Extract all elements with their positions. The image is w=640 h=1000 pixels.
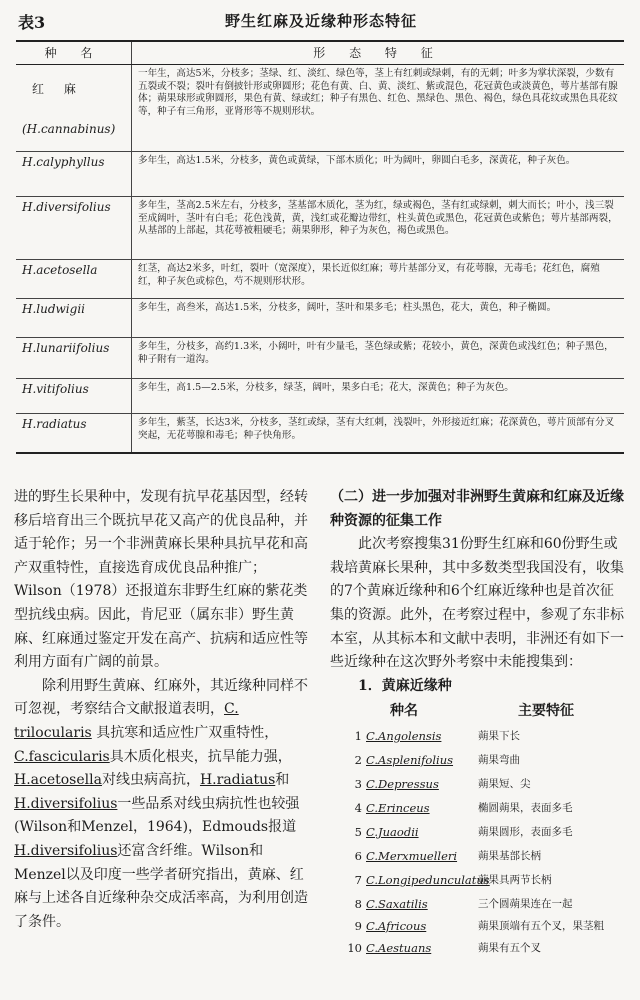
features-cell: 多年生，分枝多，高约1.3米，小阔叶，叶有少量毛，茎色绿或紫；花较小，黄色，深黄色或浅红色；种子黑色，种子附有一道沟。 — [138, 341, 614, 365]
item-species: C.Asplenifolius — [366, 752, 454, 767]
list-item — [330, 772, 626, 796]
text-run: 一些品系对线虫病抗性也较强(Wilson和Menzel，1964)，Edmouds报道 — [14, 795, 300, 836]
text-run: 和 — [275, 772, 290, 789]
features-cell: 多年生，高1.5—2.5米，分枝多，绿茎，阔叶，果多白毛；花大，深黄色；种子为灰色。 — [138, 382, 514, 393]
text-run: 具抗寒和适应性广双重特性， — [91, 724, 279, 741]
species-latin-name: H.diversifolius — [16, 197, 132, 259]
species-list — [330, 724, 626, 960]
text-run: 还富含纤维。Wilson和Menzel以及印度一些学者研究指出，黄麻、红麻与上述各自近缘种杂交成活率高，为利用创造了条件。 — [14, 842, 308, 930]
item-feature: 蒴果短、尖 — [478, 777, 531, 790]
item-species: C.Aestuans — [366, 940, 432, 955]
list-item — [330, 796, 626, 820]
item-number: 1 — [354, 728, 362, 743]
species-ref: C. trilocularis — [14, 701, 239, 741]
features-cell: 红茎，高达2米多，叶红，裂叶（宽深度），果长近似红麻；萼片基部分叉，有花萼腺，无毒毛；花红色，腐殖红，种子灰色或棕色，芍不规则形状形。 — [138, 263, 600, 287]
item-number: 2 — [354, 752, 362, 767]
species-latin-name: (H.cannabinus) — [22, 121, 116, 136]
text-run: 除利用野生黄麻、红麻外，其近缘种同样不可忽视，考察结合文献报道表明， — [14, 677, 308, 718]
list-item — [330, 936, 626, 960]
species-latin-name: H.vitifolius — [16, 379, 132, 413]
species-ref: H.diversifolius — [14, 842, 118, 859]
right-column — [330, 486, 626, 960]
list-col-species: 种名 — [390, 703, 418, 720]
table-row — [16, 65, 624, 152]
col-species-header: 种 名 — [16, 42, 132, 64]
list-item — [330, 748, 626, 772]
item-feature: 蒴果圆形，表面多毛 — [478, 825, 573, 838]
section-title: （二）进一步加强对非洲野生黄麻和红麻及近缘种资源的征集工作 — [330, 489, 624, 529]
species-latin-name: H.calyphyllus — [16, 152, 132, 196]
features-cell: 多年生，紫茎，长达3米，分枝多，茎红或绿，茎有大红刺，浅裂叶，外形接近红麻；花深黄色，萼片顶部有分叉突起，无花萼腺和毒毛；种子快角形。 — [138, 417, 615, 441]
item-number: 10 — [347, 940, 362, 955]
list-item — [330, 820, 626, 844]
species-ref: H.radiatus — [199, 772, 276, 789]
item-feature: 蒴果弯曲 — [478, 753, 520, 766]
item-feature: 三个圆蒴果连在一起 — [478, 897, 573, 910]
features-cell: 一年生，高达5米，分枝多；茎绿、红、淡红、绿色等，茎上有红刺或绿刺，有的无刺；叶多为掌状深裂，少数有五裂或不裂；裂叶有倒披针形或卵圆形；花色有黄、白、黄、淡红、紫或混色，花冠黄色或淡黄色，萼片基部有腺体；蒴果球形或卵圆形，果色有黄、绿或红；种子有黑色、红色、黑绿色、黑色、褐色，绿色具花纹或黑色具花纹等，种子有三角形，亚肾形等不规则形状。 — [138, 68, 618, 117]
table-title: 野生红麻及近缘种形态特征 — [224, 12, 417, 30]
morphology-table — [16, 40, 624, 454]
item-number: 7 — [354, 872, 362, 887]
item-number: 4 — [354, 800, 362, 815]
subsection-title: 1．黄麻近缘种 — [358, 677, 452, 694]
species-ref: C.fascicularis — [14, 748, 110, 765]
item-species: C.Depressus — [366, 776, 439, 791]
list-item — [330, 916, 626, 936]
list-item — [330, 844, 626, 868]
list-item — [330, 868, 626, 892]
item-number: 3 — [354, 776, 362, 791]
item-feature: 蒴果基部长柄 — [478, 849, 541, 862]
table-header — [18, 10, 624, 32]
item-species: C.Saxatilis — [366, 896, 428, 911]
features-cell: 多年生，高达1.5米，分枝多，黄色或黄绿，下部木质化；叶为阔叶，卵圆白毛多，深黄花，种子灰色。 — [138, 155, 576, 166]
table-row — [16, 152, 624, 197]
species-latin-name: H.radiatus — [16, 414, 132, 452]
item-number: 5 — [354, 824, 362, 839]
item-species: C.Merxmuelleri — [366, 848, 458, 863]
features-cell: 多年生，高叁米，高达1.5米，分枝多，阔叶，茎叶和果多毛；柱头黑色，花大，黄色，种子椭圆。 — [138, 302, 557, 313]
table-row — [16, 197, 624, 260]
paragraph — [14, 675, 310, 935]
table-label: 表3 — [18, 13, 46, 32]
table-head-row — [16, 42, 624, 65]
species-latin-name: H.ludwigii — [16, 299, 132, 337]
item-number: 8 — [354, 896, 362, 911]
item-species: C.Angolensis — [366, 728, 442, 743]
list-item — [330, 724, 626, 748]
col-features-header: 形 态 特 征 — [313, 46, 443, 60]
item-feature: 蒴果顶端有五个叉，果茎粗 — [478, 919, 604, 932]
species-latin-name: H.lunariifolius — [16, 338, 132, 378]
paragraph: 进的野生长果种中，发现有抗早花基因型，经转移后培育出三个既抗早花又高产的优良品种，并适于轮作；另一个非洲黄麻长果种具抗早花和高产双重特性，直接选育成优良品种推广；Wilson（1978）还报道东非野生红麻的紫花类型抗线虫病。因此，肯尼亚（属东非）野生黄麻、红麻通过鉴定开发在高产、抗病和适应性等利用方面有广阔的前景。 — [14, 489, 308, 671]
species-latin-name: H.acetosella — [16, 260, 132, 298]
left-column — [14, 486, 310, 934]
list-item — [330, 892, 626, 916]
text-run: 对线虫病高抗， — [101, 772, 200, 789]
item-feature: 蒴果具两节长柄 — [478, 873, 552, 886]
item-feature: 椭圆蒴果，表面多毛 — [478, 801, 573, 814]
list-header — [330, 700, 626, 724]
table-row — [16, 299, 624, 338]
table-row — [16, 379, 624, 414]
item-species: C.Africous — [366, 918, 427, 933]
item-species: C.Longipedunculatus — [366, 872, 490, 887]
item-feature: 蒴果下长 — [478, 729, 520, 742]
item-number: 9 — [354, 918, 362, 933]
table-row — [16, 260, 624, 299]
item-species: C.Juaodii — [366, 824, 419, 839]
species-chinese-name: 红 麻 — [32, 82, 84, 97]
item-species: C.Erinceus — [366, 800, 430, 815]
species-cell — [16, 65, 132, 151]
item-number: 6 — [354, 848, 362, 863]
text-run: 具木质化根夹，抗旱能力强， — [109, 748, 292, 765]
paragraph: 此次考察搜集31份野生红麻和60份野生或栽培黄麻长果种，其中多数类型我国没有，收集的7个黄麻近缘种和6个红麻近缘种也是首次征集的资源。此外，在考察过程中，参观了东非标本室，从其标本和文献中表明，非洲还有如下一些近缘种在这次野外考察中未能搜集到： — [330, 536, 624, 671]
table-row — [16, 338, 624, 379]
species-ref: H.acetosella — [14, 772, 102, 789]
list-col-features: 主要特征 — [518, 703, 574, 720]
item-feature: 蒴果有五个叉 — [478, 941, 541, 954]
table-row — [16, 414, 624, 452]
species-ref: H.diversifolius — [14, 795, 118, 812]
features-cell: 多年生，茎高2.5米左右，分枝多，茎基部木质化，茎为红，绿或褐色，茎有红或绿刺，刺大而长；叶小，浅三裂至成阔叶，茎叶有白毛；花色浅黄，黄，浅红或花瓣边带红，柱头黄色或黑色，花冠黄色或紫色；萼片基部两裂，从基部的上部起，其花萼被粗硬毛；蒴果卵形，种子为灰色，褐色或黑色。 — [138, 200, 618, 236]
